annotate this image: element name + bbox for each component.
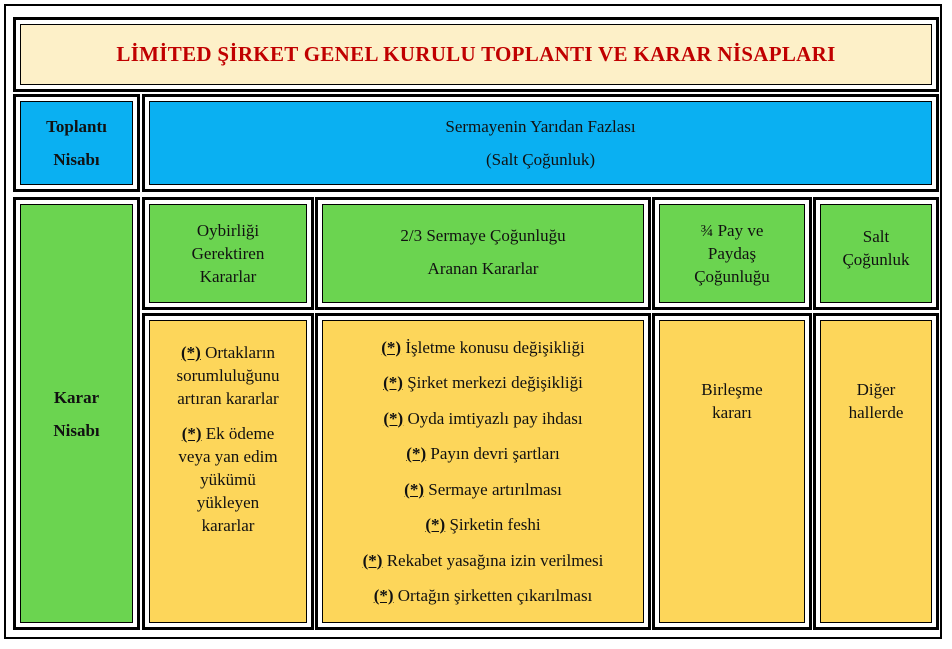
- unanimous-header-line2: Gerektiren: [191, 244, 265, 263]
- unanimous-item-1-marker: (*): [181, 343, 201, 362]
- diagram-title: LİMİTED ŞİRKET GENEL KURULU TOPLANTI VE KARAR NİSAPLARI: [116, 42, 836, 66]
- two-thirds-item-5: [404, 472, 562, 508]
- unanimous-item-2-line5: kararlar: [201, 516, 255, 535]
- two-thirds-item-6: [425, 507, 540, 543]
- three-quarters-header-box: [652, 197, 812, 310]
- three-quarters-header-line3: Çoğunluğu: [694, 267, 770, 286]
- two-thirds-item-8: [374, 578, 593, 614]
- simple-majority-header-line1: Salt: [862, 227, 890, 246]
- three-quarters-body-line2: kararı: [712, 403, 752, 422]
- two-thirds-item-8-text: Ortağın şirketten çıkarılması: [397, 586, 593, 605]
- two-thirds-item-4-text: Payın devri şartları: [430, 444, 560, 463]
- simple-majority-body-box: [813, 313, 939, 630]
- decision-quorum-label-line1: Karar: [53, 387, 100, 407]
- two-thirds-item-7-marker: (*): [362, 550, 383, 570]
- decision-quorum-label-line2: Nisabı: [53, 420, 100, 440]
- title-box: [13, 17, 939, 92]
- two-thirds-item-5-text: Sermaye artırılması: [428, 479, 562, 499]
- two-thirds-header-line2: Aranan Kararlar: [427, 259, 539, 278]
- two-thirds-item-8-marker: (*): [373, 586, 394, 605]
- meeting-quorum-label-line1: Toplantı: [46, 117, 107, 136]
- two-thirds-body-box: [315, 313, 651, 630]
- two-thirds-header-box: [315, 197, 651, 310]
- two-thirds-item-6-text: Şirketin feshi: [449, 515, 541, 534]
- two-thirds-item-5-marker: (*): [404, 479, 424, 499]
- unanimous-item-2-line1: Ek ödeme: [205, 424, 275, 443]
- three-quarters-body-line1: Birleşme: [701, 380, 763, 399]
- two-thirds-item-1-text: İşletme konusu değişikliği: [405, 337, 585, 357]
- meeting-quorum-value-line1: Sermayenin Yarıdan Fazlası: [445, 117, 636, 136]
- meeting-quorum-value-box: [142, 94, 939, 192]
- two-thirds-item-3-text: Oyda imtiyazlı pay ihdası: [407, 408, 583, 428]
- simple-majority-body-line1: Diğer: [856, 380, 896, 399]
- unanimous-header-line1: Oybirliği: [196, 221, 260, 240]
- simple-majority-header-box: [813, 197, 939, 310]
- two-thirds-item-4: [406, 436, 559, 472]
- two-thirds-item-6-marker: (*): [425, 515, 446, 534]
- unanimous-item-1-line2: sorumluluğunu: [176, 366, 280, 385]
- two-thirds-header-line1: 2/3 Sermaye Çoğunluğu: [400, 226, 566, 245]
- unanimous-body-box: [142, 313, 314, 630]
- three-quarters-body-box: [652, 313, 812, 630]
- unanimous-item-2-line3: yükümü: [200, 470, 256, 489]
- two-thirds-item-1-marker: (*): [381, 337, 402, 357]
- meeting-quorum-label-line2: Nisabı: [53, 150, 100, 169]
- unanimous-item-2-line4: yükleyen: [196, 493, 260, 512]
- meeting-quorum-label-box: [13, 94, 140, 192]
- meeting-quorum-value-line2: (Salt Çoğunluk): [485, 150, 596, 169]
- two-thirds-item-2: [383, 365, 583, 401]
- unanimous-item-1-line1: Ortakların: [205, 343, 275, 362]
- two-thirds-item-3-marker: (*): [383, 408, 404, 428]
- two-thirds-item-2-text: Şirket merkezi değişikliği: [407, 373, 583, 392]
- unanimous-header-box: [142, 197, 314, 310]
- two-thirds-item-7-text: Rekabet yasağına izin verilmesi: [386, 550, 604, 570]
- unanimous-item-2-marker: (*): [181, 424, 202, 443]
- simple-majority-header-line2: Çoğunluk: [842, 250, 910, 269]
- two-thirds-item-3: [383, 401, 582, 437]
- simple-majority-body-line2: hallerde: [848, 403, 904, 422]
- three-quarters-header-line1: ¾ Pay ve: [700, 221, 764, 240]
- unanimous-item-2: [178, 422, 277, 537]
- three-quarters-header-line2: Paydaş: [707, 244, 757, 263]
- two-thirds-item-1: [381, 330, 585, 366]
- two-thirds-item-7: [363, 543, 604, 579]
- two-thirds-item-4-marker: (*): [406, 444, 427, 463]
- decision-quorum-label-box: [13, 197, 140, 630]
- unanimous-item-2-line2: veya yan edim: [178, 447, 278, 466]
- unanimous-header-line3: Kararlar: [199, 267, 257, 286]
- unanimous-item-1: [177, 341, 280, 410]
- two-thirds-item-2-marker: (*): [383, 373, 403, 392]
- unanimous-item-1-line3: artıran kararlar: [177, 389, 279, 408]
